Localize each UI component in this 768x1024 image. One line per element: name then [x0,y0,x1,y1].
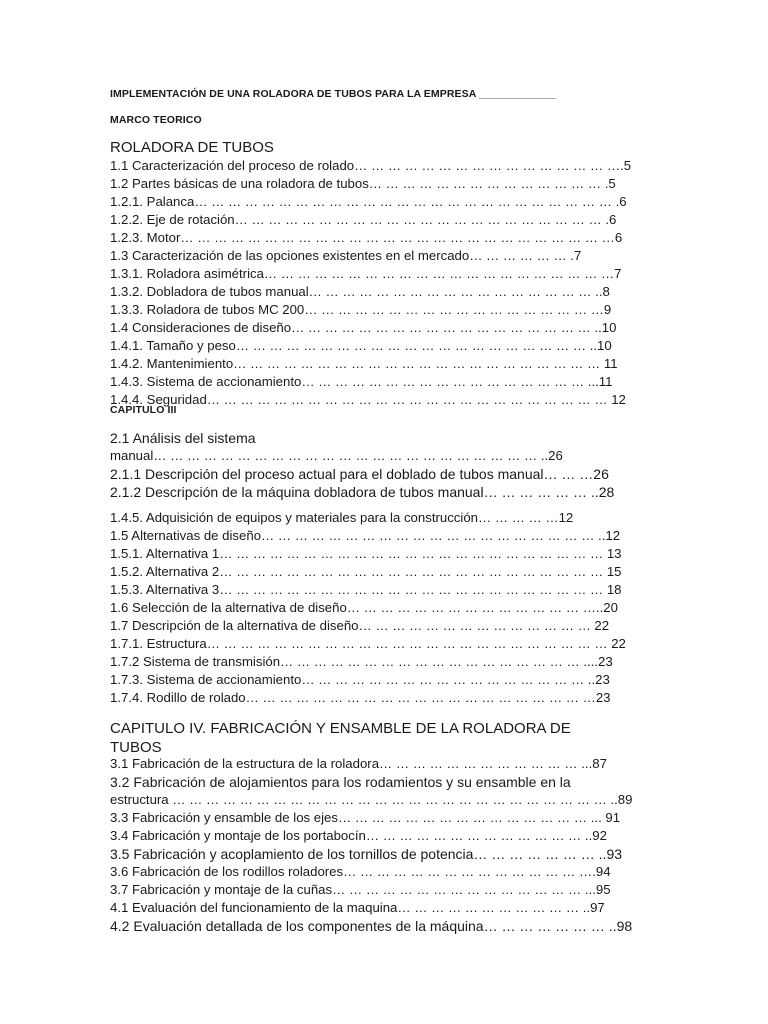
toc-entry: 1.2.3. Motor… … … … … … … … … … … … … … … … … … … … … … … … … …6 [110,230,623,245]
document-title: IMPLEMENTACIÓN DE UNA ROLADORA DE TUBOS PARA LA EMPRESA _____________ [110,88,557,100]
toc-block-3 [110,509,640,707]
toc-entry: 1.3 Caracterización de las opciones existentes en el mercado… … … … … … .7 [110,248,582,263]
toc-entry: 1.4.3. Sistema de accionamiento… … … … … … … … … … … … … … … … … ...11 [110,374,613,389]
toc-entry: 3.5 Fabricación y acoplamiento de los tornillos de potencia… … … … … … … ..93 [110,846,623,862]
toc-entry: 3.1 Fabricación de la estructura de la roladora… … … … … … … … … … … … ...87 [110,756,607,771]
subsection-heading: 2.1 Análisis del sistema [110,430,256,446]
toc-entry: 1.3.1. Roladora asimétrica… … … … … … … … … … … … … … … … … … … … …7 [110,266,622,281]
toc-entry: 1.7.4. Rodillo de rolado… … … … … … … … … … … … … … … … … … … … …23 [110,690,611,705]
toc-entry: 1.5 Alternativas de diseño… … … … … … … … … … … … … … … … … … … … ..12 [110,528,621,543]
toc-entry: 3.6 Fabricación de los rodillos roladores… … … … … … … … … … … … … … ….94 [110,864,611,879]
toc-entry: 1.1 Caracterización del proceso de rolado… … … … … … … … … … … … … … … ….5 [110,158,632,173]
toc-entry: 1.4.2. Mantenimiento… … … … … … … … … … … … … … … … … … … … … … 11 [110,356,618,371]
toc-entry: 1.5.2. Alternativa 2… … … … … … … … … … … … … … … … … … … … … … … 15 [110,564,622,579]
toc-entry: estructura … … … … … … … … … … … … … … … … … … … … … … … … … … ..89 [110,792,633,807]
toc-entry: 1.4 Consideraciones de diseño… … … … … … … … … … … … … … … … … … ..10 [110,320,617,335]
toc-entry: 1.2.2. Eje de rotación… … … … … … … … … … … … … … … … … … … … … … .6 [110,212,617,227]
toc-entry: 1.5.1. Alternativa 1… … … … … … … … … … … … … … … … … … … … … … … 13 [110,546,622,561]
toc-entry: 1.2 Partes básicas de una roladora de tubos… … … … … … … … … … … … … … .5 [110,176,616,191]
toc-block-4 [110,755,640,935]
toc-entry: 3.7 Fabricación y montaje de la cuñas… … … … … … … … … … … … … … … ...95 [110,882,611,897]
toc-entry: 1.3.3. Roladora de tubos MC 200… … … … … … … … … … … … … … … … … …9 [110,302,612,317]
toc-entry: 1.7.1. Estructura… … … … … … … … … … … … … … … … … … … … … … … … 22 [110,636,626,651]
toc-entry: 1.6 Selección de la alternativa de diseño… … … … … … … … … … … … … … …..20 [110,600,618,615]
toc-entry: 1.7.2 Sistema de transmisión… … … … … … … … … … … … … … … … … … ....23 [110,654,613,669]
toc-entry: 1.7 Descripción de la alternativa de diseño… … … … … … … … … … … … … … 22 [110,618,610,633]
toc-entry: 1.5.3. Alternativa 3… … … … … … … … … … … … … … … … … … … … … … … 18 [110,582,622,597]
toc-entry: 2.1.1 Descripción del proceso actual para el doblado de tubos manual… … …26 [110,466,609,482]
toc-entry: 1.4.4. Seguridad… … … … … … … … … … … … … … … … … … … … … … … … 12 [110,392,626,407]
toc-entry: 1.4.5. Adquisición de equipos y materiales para la construcción… … … … …12 [110,510,574,525]
toc-entry: 1.2.1. Palanca… … … … … … … … … … … … … … … … … … … … … … … … … .6 [110,194,627,209]
toc-entry: 3.3 Fabricación y ensamble de los ejes… … … … … … … … … … … … … … … ... 91 [110,810,621,825]
toc-entry: 4.1 Evaluación del funcionamiento de la maquina… … … … … … … … … … … ..97 [110,900,605,915]
toc-entry: 2.1.2 Descripción de la máquina dobladora de tubos manual… … … … … … ..28 [110,484,615,500]
toc-entry: 1.7.3. Sistema de accionamiento… … … … … … … … … … … … … … … … … ..23 [110,672,610,687]
toc-entry: 3.2 Fabricación de alojamientos para los rodamientos y su ensamble en la [110,774,571,790]
toc-entry: 1.3.2. Dobladora de tubos manual… … … … … … … … … … … … … … … … … ..8 [110,284,610,299]
toc-entry: 1.4.1. Tamaño y peso… … … … … … … … … … … … … … … … … … … … … ..10 [110,338,612,353]
toc-block-1 [110,157,640,409]
toc-entry: 4.2 Evaluación detallada de los componentes de la máquina… … … … … … … ..98 [110,918,633,934]
capitulo-iii-heading: CAPITULO III [110,404,177,416]
toc-entry: 3.4 Fabricación y montaje de los portabocín… … … … … … … … … … … … … ..92 [110,828,607,843]
toc-entry: manual… … … … … … … … … … … … … … … … … … … … … … … ..26 [110,448,563,463]
capitulo-iv-heading: CAPITULO IV. FABRICACIÓN Y ENSAMBLE DE LA ROLADORA DE TUBOS [110,720,571,756]
section-title: ROLADORA DE TUBOS [110,139,274,156]
toc-block-2 [110,447,640,501]
marco-teorico-heading: MARCO TEORICO [110,114,202,126]
